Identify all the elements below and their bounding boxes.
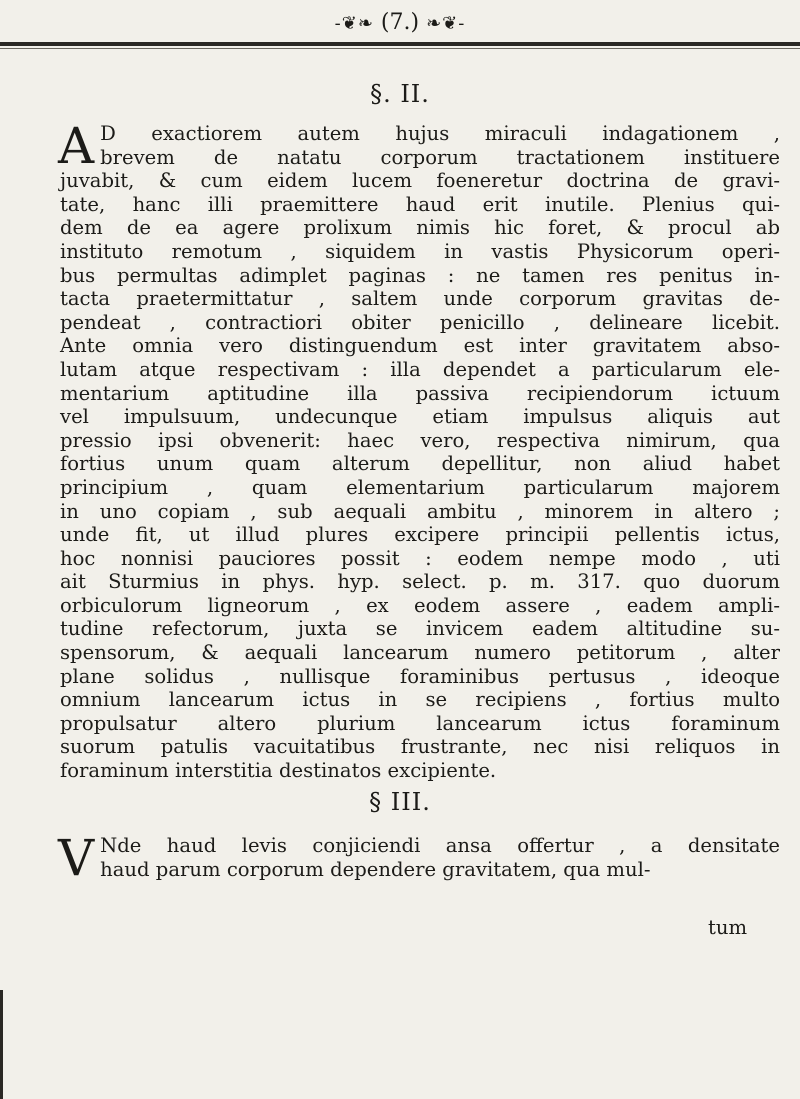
text-line: vel impulsuum, undecunque etiam impulsus aliquis aut: [60, 405, 780, 429]
text-line: ait Sturmius in phys. hyp. select. p. m. 317. quo duorum: [60, 570, 780, 594]
ornament-right: ❧❦-: [426, 13, 466, 34]
text-line: hoc nonnisi pauciores possit : eodem nempe modo , uti: [60, 546, 780, 570]
text-line: suorum patulis vacuitatibus frustrante, nec nisi reliquos in: [60, 735, 780, 759]
section-body-3: [58, 829, 780, 887]
ornament-left: -❦❧: [334, 13, 374, 34]
text-line: mentarium aptitudine illa passiva recipiendorum ictuum: [60, 381, 780, 405]
text-line: propulsatur altero plurium lancearum ictus foraminum: [60, 711, 780, 735]
text-line: plane solidus , nullisque foraminibus pertusus , ideoque: [60, 664, 780, 688]
page-header: [0, 10, 800, 35]
text-line: orbiculorum ligneorum , ex eodem assere , eadem ampli-: [60, 593, 780, 617]
section-heading-3: § III.: [369, 788, 431, 816]
text-line: Ante omnia vero distinguendum est inter gravitatem abso-: [60, 334, 780, 358]
text-line: tate, hanc illi praemittere haud erit inutile. Plenius qui-: [60, 192, 780, 216]
text-line: lutam atque respectivam : illa dependet a particularum ele-: [60, 357, 780, 381]
text-line: foraminum interstitia destinatos excipiente.: [60, 759, 497, 783]
catchword: tum: [708, 916, 748, 939]
section-heading-2: §. II.: [370, 80, 430, 108]
text-line: dem de ea agere prolixum nimis hic foret, & procul ab: [60, 216, 780, 240]
drop-cap: V: [58, 829, 95, 887]
text-line: bus permultas adimplet paginas : ne tamen res penitus in-: [60, 263, 780, 287]
text-line: pendeat , contractiori obiter penicillo , delineare licebit.: [60, 310, 780, 334]
text-line: fortius unum quam alterum depellitur, non aliud habet: [60, 452, 780, 476]
text-line: D exactiorem autem hujus miraculi indagationem ,: [100, 122, 780, 145]
text-line: principium , quam elementarium particularum majorem: [60, 475, 780, 499]
text-line: haud parum corporum dependere gravitatem, qua mul-: [100, 857, 651, 881]
drop-cap: A: [58, 117, 95, 175]
page-number: (7.): [380, 10, 420, 35]
header-rule: [0, 42, 800, 46]
text-line: spensorum, & aequali lancearum numero petitorum , alter: [60, 641, 780, 665]
text-line: unde fit, ut illud plures excipere principii pellentis ictus,: [60, 523, 780, 547]
header-rule-thin: [0, 48, 800, 49]
text-line: instituto remotum , siquidem in vastis Physicorum operi-: [60, 239, 780, 263]
text-line: tudine refectorum, juxta se invicem eadem altitudine su-: [60, 617, 780, 641]
text-line: pressio ipsi obvenerit: haec vero, respectiva nimirum, qua: [60, 428, 780, 452]
text-line: juvabit, & cum eidem lucem foeneretur doctrina de gravi-: [60, 169, 780, 193]
text-line: in uno copiam , sub aequali ambitu , minorem in altero ;: [60, 499, 780, 523]
text-line: Nde haud levis conjiciendi ansa offertur , a densitate: [100, 834, 780, 857]
section-body-2: [58, 117, 780, 783]
text-line: brevem de natatu corporum tractationem instituere: [100, 145, 780, 169]
text-line: tacta praetermittatur , saltem unde corporum gravitas de-: [60, 287, 780, 311]
text-line: omnium lancearum ictus in se recipiens , fortius multo: [60, 688, 780, 712]
margin-edge: [0, 990, 3, 1099]
